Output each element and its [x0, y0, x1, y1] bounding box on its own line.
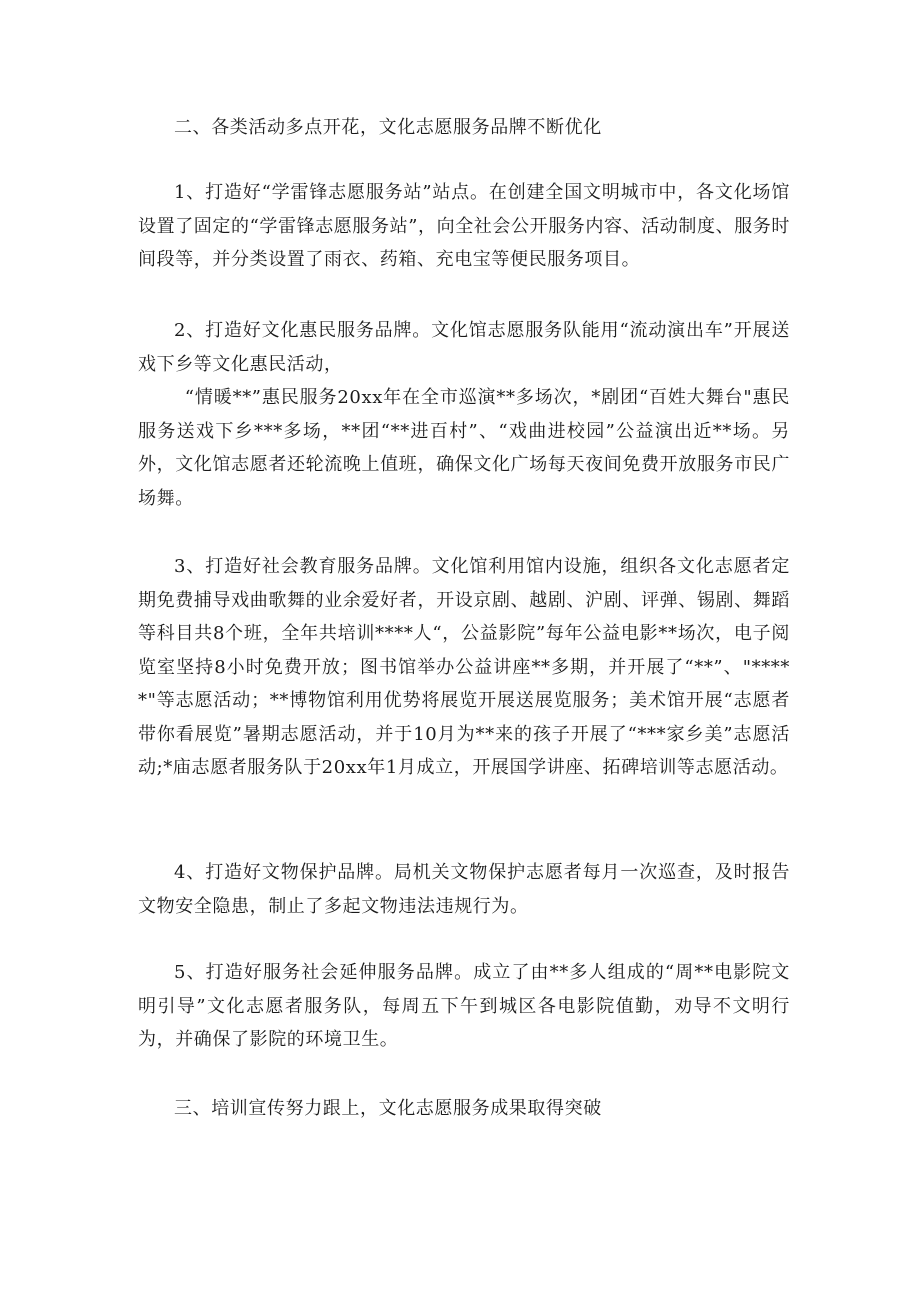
paragraph-item-4: 4、打造好文物保护品牌。局机关文物保护志愿者每月一次巡查，及时报告文物安全隐患，制止了多起文物违法违规行为。 [138, 862, 790, 917]
section-heading-2: 二、各类活动多点开花，文化志愿服务品牌不断优化 [174, 117, 602, 138]
paragraph-item-2-detail: “情暖**”惠民服务20xx年在全市巡演**多场次，*剧团“百姓大舞台"惠民服务送戏下乡***多场，**团“**进百村”、“戏曲进校园”公益演出近**场。另外，文化馆志愿者还轮流晚上值班，确保文化广场每天夜间免费开放服务市民广场舞。 [138, 387, 790, 509]
paragraph-item-5: 5、打造好服务社会延伸服务品牌。成立了由**多人组成的“周**电影院文明引导”文化志愿者服务队，每周五下午到城区各电影院值勤，劝导不文明行为，并确保了影院的环境卫生。 [138, 962, 790, 1050]
section-heading-3: 三、培训宣传努力跟上，文化志愿服务成果取得突破 [174, 1098, 602, 1119]
paragraph-item-3: 3、打造好社会教育服务品牌。文化馆利用馆内设施，组织各文化志愿者定期免费捕导戏曲歌舞的业余爱好者，开设京剧、越剧、沪剧、评弹、锡剧、舞蹈等科目共8个班，全年共培训****人“，公益影院”每年公益电影**场次，电子阅览室坚持8小时免费开放；图书馆举办公益讲座**多期，并开展了“**”、"*****"等志愿活动；**博物馆利用优势将展览开展送展览服务；美术馆开展“志愿者带你看展览”暑期志愿活动，并于10月为**来的孩子开展了“***家乡美”志愿活动;*庙志愿者服务队于20xx年1月成立，开展国学讲座、拓碑培训等志愿活动。 [138, 556, 790, 778]
paragraph-item-2-intro: 2、打造好文化惠民服务品牌。文化馆志愿服务队能用“流动演出车”开展送戏下乡等文化惠民活动， [138, 320, 790, 375]
paragraph-item-1: 1、打造好“学雷锋志愿服务站”站点。在创建全国文明城市中，各文化场馆设置了固定的“学雷锋志愿服务站”，向全社会公开服务内容、活动制度、服务时间段等，并分类设置了雨衣、药箱、充电宝等便民服务项目。 [138, 182, 791, 270]
